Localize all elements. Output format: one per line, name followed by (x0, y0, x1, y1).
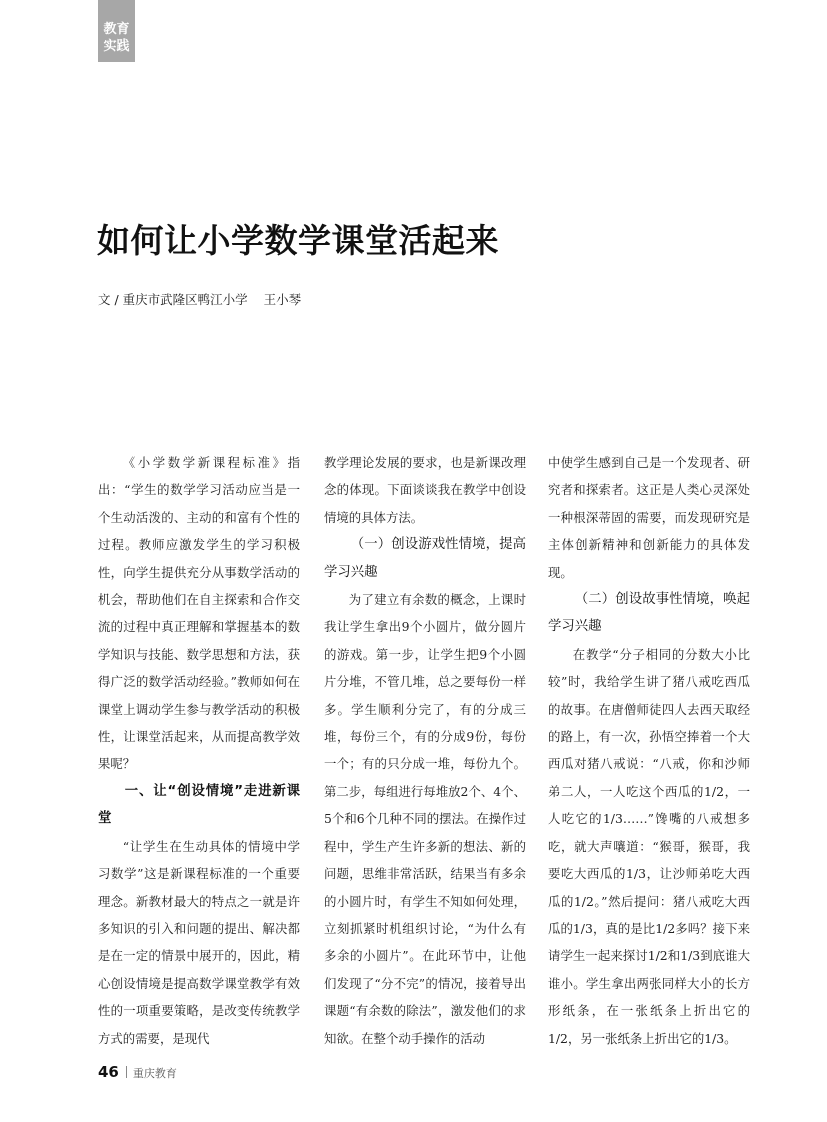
paragraph-game-example-continued: 中使学生感到自己是一个发现者、研究者和探索者。这正是人类心灵深处一种根深蒂固的需要，而发现研究是主体创新精神和创新能力的具体发现。 (548, 455, 750, 580)
footer-divider (126, 1066, 127, 1078)
journal-name: 重庆教育 (132, 1067, 177, 1080)
page-footer (98, 1062, 177, 1084)
subsection-heading-game: （一）创设游戏性情境，提高学习兴趣 (324, 537, 526, 580)
section-tag-line1: 教育 (103, 22, 130, 37)
paragraph-story-example: 在教学“分子相同的分数大小比较”时，我给学生讲了猪八戒吃西瓜的故事。在唐僧师徒四人去西天取经的路上，有一次，孙悟空捧着一个大西瓜对猪八戒说：“八戒，你和沙师弟二人，一人吃这个西瓜的1/2，一人吃它的1/3……”馋嘴的八戒想多吃，就大声嚷道：“猴哥，猴哥，我要吃大西瓜的1/3，让沙师弟吃大西瓜的1/2。”然后提问：猪八戒吃大西瓜的1/3，真的是比1/2多吗？接下来请学生一起来探讨1/2和1/3到底谁大谁小。学生拿出两张同样大小的长方形纸条，在一张纸条上折出它的1/2，另一张纸条上折出它的1/3。 (548, 646, 750, 1046)
byline-affiliation: 文 / 重庆市武隆区鸭江小学 (98, 292, 248, 307)
section-heading-1: 一、让“创设情境”走进新课堂 (98, 783, 300, 827)
body-column-1 (98, 449, 300, 1052)
page-number: 46 (98, 1063, 119, 1081)
paragraph-situation-concept-continued: 教学理论发展的要求，也是新课改理念的体现。下面谈谈我在教学中创设情境的具体方法。 (324, 455, 526, 525)
byline (98, 291, 301, 309)
paragraph-intro: 《小学数学新课程标准》指出：“学生的数学学习活动应当是一个生动活泼的、主动的和富有个性的过程。教师应激发学生的学习积极性，向学生提供充分从事数学活动的机会，帮助他们在自主探索和合作交流的过程中真正理解和掌握基本的数学知识与技能、数学思想和方法，获得广泛的数学活动经验。”教师如何在课堂上调动学生参与教学活动的积极性，让课堂活起来，从而提高教学效果呢？ (98, 455, 300, 772)
subsection-heading-story: （二）创设故事性情境，唤起学习兴趣 (548, 592, 750, 635)
section-tag-line2: 实践 (103, 39, 130, 54)
body-column-3 (548, 449, 750, 1052)
section-tag (98, 0, 135, 62)
byline-author: 王小琴 (263, 292, 302, 307)
paragraph-situation-concept: “让学生在生动具体的情境中学习数学”这是新课程标准的一个重要理念。新教材最大的特点之一就是许多知识的引入和问题的提出、解决都是在一定的情景中展开的，因此，精心创设情境是提高数学课堂教学有效性的一项重要策略，是改变传统教学方式的需要，是现代 (98, 838, 300, 1046)
paragraph-game-example: 为了建立有余数的概念，上课时我让学生拿出9个小圆片，做分圆片的游戏。第一步，让学生把9个小圆片分堆，不管几堆，总之要每份一样多。学生顺利分完了，有的分成三堆，每份三个，有的分成9份，每份一个；有的只分成一堆，每份九个。第二步，每组进行每堆放2个、4个、5个和6个几种不同的摆法。在操作过程中，学生产生许多新的想法、新的问题，思维非常活跃，结果当有多余的小圆片时，有学生不知如何处理，立刻抓紧时机组织讨论，“为什么有多余的小圆片”。在此环节中，让他们发现了“分不完”的情况，接着导出课题“有余数的除法”，激发他们的求知欲。在整个动手操作的活动 (324, 592, 526, 1046)
body-column-2 (324, 449, 526, 1052)
article-title: 如何让小学数学课堂活起来 (97, 221, 499, 260)
